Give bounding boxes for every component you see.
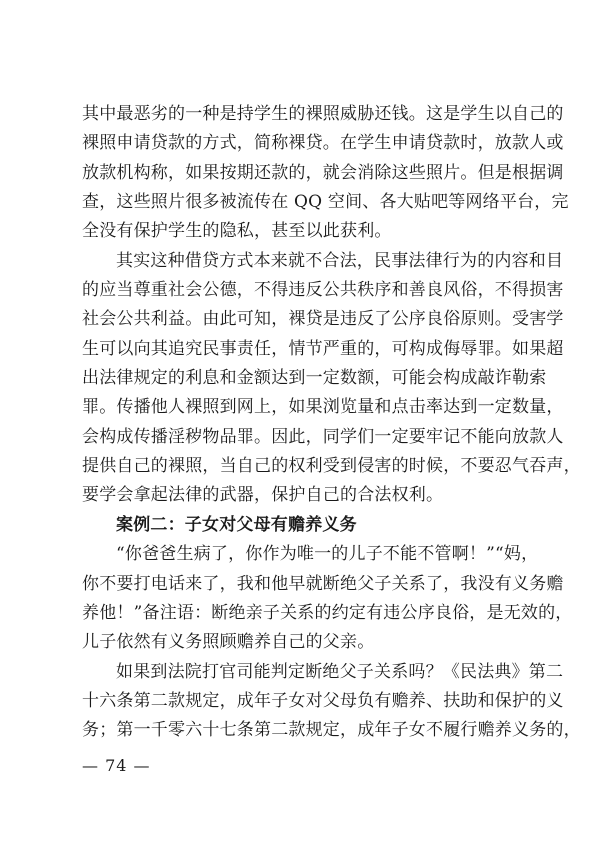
text-line: 裸照申请贷款的方式，简称裸贷。在学生申请贷款时，放款人或 [82, 133, 564, 154]
paragraph [82, 540, 573, 657]
text-line: 如果到法院打官司能判定断绝父子关系吗？《民法典》第二 [116, 661, 564, 682]
paragraph [82, 100, 569, 247]
text-line: 十六条第二款规定，成年子女对父母负有赡养、扶助和保护的义 [82, 690, 564, 711]
text-line: 放款机构称，如果按期还款的，就会消除这些照片。但是根据调 [82, 162, 564, 183]
text-line: 社会公共利益。由此可知，裸贷是违反了公序良俗原则。受害学 [82, 309, 564, 330]
text-line: 务；第一千零六十七条第二款规定，成年子女不履行赡养义务的， [82, 720, 581, 741]
text-line: 全没有保护学生的隐私，甚至以此获利。 [82, 221, 392, 242]
paragraph [82, 658, 581, 746]
text-line: 其中最恶劣的一种是持学生的裸照威胁还钱。这是学生以自己的 [82, 104, 564, 124]
text-line: 其实这种借贷方式本来就不合法，民事法律行为的内容和目 [116, 250, 564, 271]
page-number: — 74 — [82, 756, 151, 775]
text-line: 罪。传播他人裸照到网上，如果浏览量和点击率达到一定数量， [82, 397, 564, 418]
text-line: 养他！”备注语：断绝亲子关系的约定有违公序良俗，是无效的， [82, 602, 573, 623]
page-body [82, 100, 581, 746]
paragraph [82, 247, 581, 511]
text-line: 的应当尊重社会公德，不得违反公共秩序和善良风俗，不得损害 [82, 280, 564, 301]
text-line: 儿子依然有义务照顾赡养自己的父亲。 [82, 632, 375, 653]
text-line: 案例二：子女对父母有赡养义务 [116, 514, 357, 535]
section-heading [82, 511, 524, 540]
text-line: 要学会拿起法律的武器，保护自己的合法权利。 [82, 485, 444, 506]
text-line: 你不要打电话来了，我和他早就断绝父子关系了，我没有义务赡 [82, 573, 564, 594]
text-line: 出法律规定的利息和金额达到一定数额，可能会构成敲诈勒索 [82, 368, 547, 389]
text-line: 查，这些照片很多被流传在 QQ 空间、各大贴吧等网络平台，完 [82, 192, 569, 213]
text-line: 会构成传播淫秽物品罪。因此，同学们一定要牢记不能向放款人 [82, 426, 564, 447]
text-line: 生可以向其追究民事责任，情节严重的，可构成侮辱罪。如果超 [82, 338, 564, 359]
text-line: “你爸爸生病了，你作为唯一的儿子不能不管啊！”“妈， [116, 544, 539, 565]
text-line: 提供自己的裸照，当自己的权利受到侵害的时候，不要忍气吞声， [82, 456, 581, 477]
